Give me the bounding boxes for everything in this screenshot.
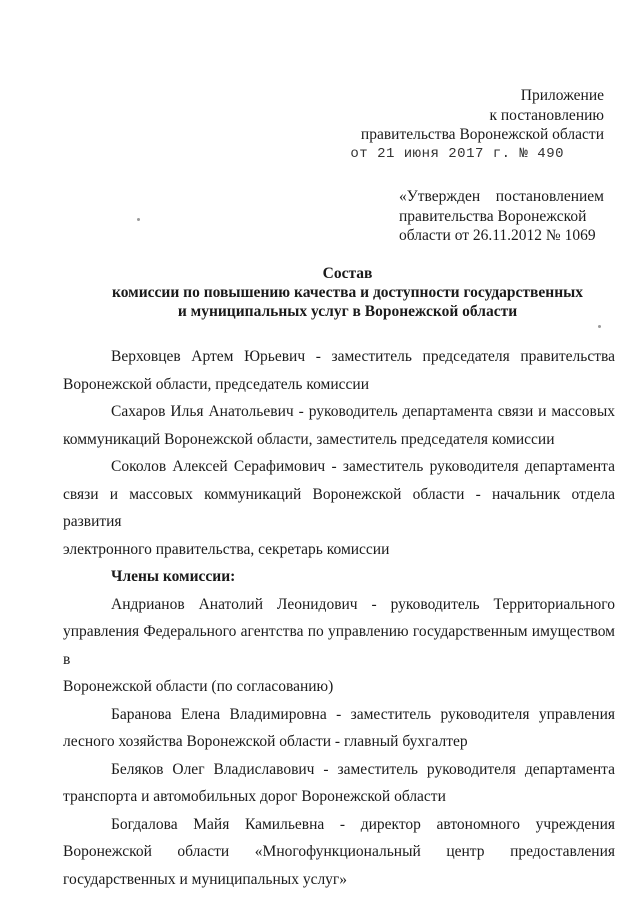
- document-title: [60, 264, 635, 321]
- scan-speck: [598, 325, 601, 328]
- member-line: Беляков Олег Владиславович - заместитель руководителя департамента: [111, 760, 615, 778]
- title-line-1: Состав: [322, 265, 373, 282]
- member-line: Андрианов Анатолий Леонидович - руководитель Территориального: [111, 595, 615, 613]
- entry-sokolov: [63, 453, 615, 563]
- appendix-government: правительства Воронежской области: [360, 126, 604, 143]
- appendix-label: Приложение: [520, 87, 604, 104]
- members-heading: Члены комиссии:: [111, 568, 236, 585]
- entry-sakharov: [63, 398, 615, 453]
- approved-line-3: области от 26.11.2012 № 1069: [399, 227, 596, 244]
- approved-line-2: правительства Воронежской: [399, 207, 587, 225]
- member-line: Воронежской области (по согласованию): [63, 678, 334, 695]
- entry-line: коммуникаций Воронежской области, заместитель председателя комиссии: [63, 430, 555, 448]
- member-bogdalova: [63, 811, 615, 894]
- date-number-stamp: от 21 июня 2017 г. № 490: [350, 145, 564, 162]
- member-line: управления Федерального агентства по управлению государственным имуществом в: [63, 623, 615, 668]
- member-baranova: [63, 701, 615, 756]
- appendix-to-resolution: к постановлению: [489, 106, 604, 124]
- entry-line: Соколов Алексей Серафимович - заместитель руководителя департамента: [111, 458, 615, 475]
- member-andrianov: [63, 591, 615, 701]
- member-line: лесного хозяйства Воронежской области - главный бухгалтер: [63, 733, 468, 750]
- entry-verkhovtsev: [63, 343, 615, 398]
- entry-line: Воронежской области, председатель комиссии: [63, 375, 369, 393]
- member-line: транспорта и автомобильных дорог Воронежской области: [63, 788, 446, 805]
- title-line-3: и муниципальных услуг в Воронежской области: [177, 303, 518, 320]
- title-line-2: комиссии по повышению качества и доступности государственных: [111, 284, 584, 301]
- member-line: Баранова Елена Владимировна - заместитель руководителя управления: [111, 705, 615, 723]
- entry-line: Верховцев Артем Юрьевич - заместитель председателя правительства: [111, 348, 615, 365]
- approved-line-1: «Утвержден постановлением: [399, 188, 604, 205]
- member-belyakov: [63, 756, 615, 811]
- entry-line: Сахаров Илья Анатольевич - руководитель департамента связи и массовых: [111, 403, 615, 420]
- scan-speck: [137, 218, 140, 221]
- member-line: Воронежской области «Многофункциональный центр предоставления: [63, 843, 615, 860]
- member-line: государственных и муниципальных услуг»: [63, 870, 348, 888]
- commission-list: [63, 343, 615, 893]
- entry-line: связи и массовых коммуникаций Воронежской области - начальник отдела развития: [63, 485, 615, 530]
- entry-line: электронного правительства, секретарь комиссии: [63, 540, 390, 558]
- member-line: Богдалова Майя Камильевна - директор автономного учреждения: [111, 815, 615, 833]
- appendix-header: [350, 86, 604, 164]
- approved-block: [399, 187, 604, 246]
